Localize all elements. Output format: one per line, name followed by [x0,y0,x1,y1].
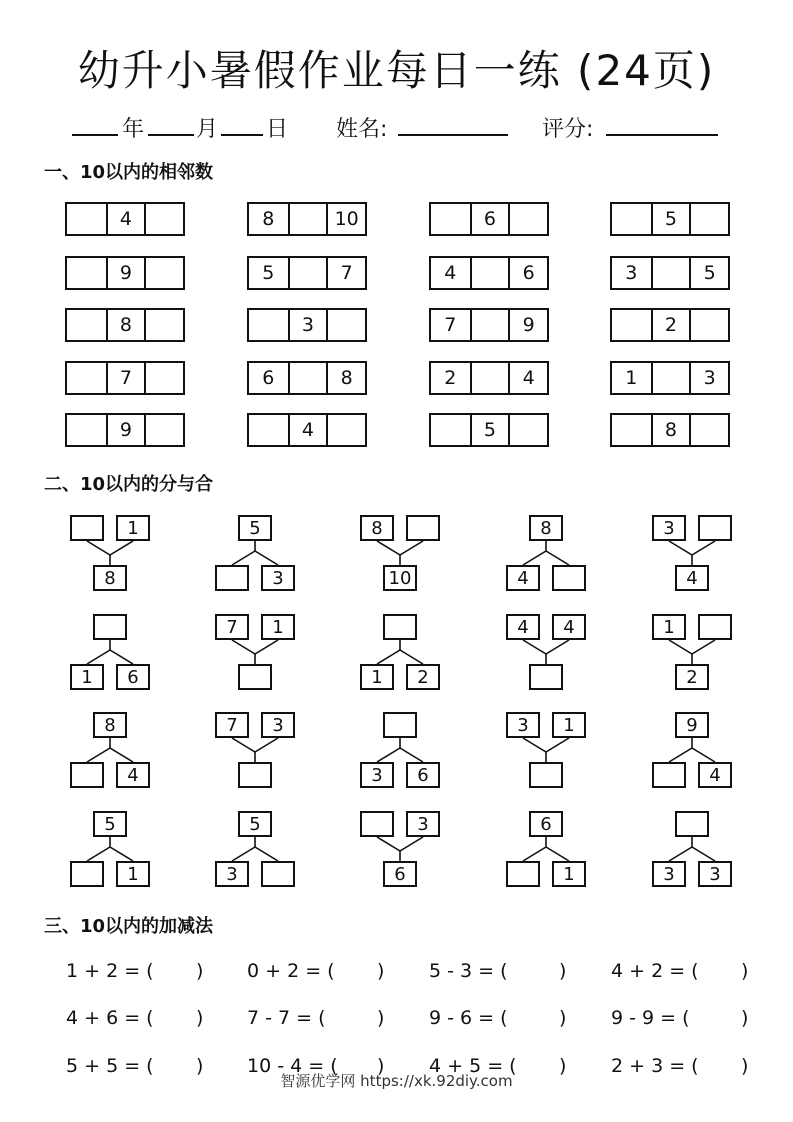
connector-line [255,738,278,752]
equation-close-paren: ) [377,1055,385,1077]
connector-line [546,551,569,565]
equation[interactable] [247,958,385,984]
number-box: 5 [238,811,272,837]
number-box: 1 [116,861,150,887]
number-cell: 2 [444,367,457,389]
connector-line [523,551,546,565]
number-box: 2 [406,664,440,690]
number-cell: 3 [689,363,728,393]
month-label: 月 [196,117,219,142]
equation-text: 0 + 2 = ( [247,960,335,982]
number-box: 1 [116,515,150,541]
number-cell: 2 [651,310,690,340]
number-box: 4 [698,762,732,788]
equation-close-paren: ) [559,1007,567,1029]
section-decomposition-title: 二、10以内的分与合 [44,474,214,495]
connector-line [400,748,423,762]
answer-box[interactable] [552,565,586,591]
footer-watermark: 智源优学网 https://xk.92diy.com [280,1072,513,1090]
equation-close-paren: ) [741,960,749,982]
equation[interactable] [247,1005,385,1031]
number-box: 3 [698,861,732,887]
number-cell: 8 [651,415,690,445]
equation-text: 4 + 6 = ( [66,1007,154,1029]
section-neighbors-title: 一、10以内的相邻数 [44,162,214,183]
answer-box[interactable] [383,614,417,640]
number-cell: 5 [689,258,728,288]
connector-line [87,650,110,664]
number-cell: 4 [288,415,327,445]
connector-line [255,551,278,565]
section-arithmetic-title: 三、10以内的加减法 [44,916,214,937]
number-box: 6 [116,664,150,690]
equation-text: 9 - 6 = ( [429,1007,508,1029]
connector-line [546,738,569,752]
answer-box[interactable] [698,614,732,640]
answer-box[interactable] [360,811,394,837]
number-box: 3 [406,811,440,837]
connector-line [400,650,423,664]
connector-line [377,748,400,762]
connector-line [87,541,110,555]
equation-text: 7 - 7 = ( [247,1007,326,1029]
connector-line [255,640,278,654]
number-cell: 9 [106,415,145,445]
answer-box[interactable] [70,515,104,541]
number-box: 3 [652,861,686,887]
number-cell: 6 [262,367,275,389]
number-cell: 1 [625,367,638,389]
number-box: 6 [383,861,417,887]
equation-close-paren: ) [741,1055,749,1077]
number-box: 6 [529,811,563,837]
number-box: 4 [116,762,150,788]
answer-box[interactable] [70,861,104,887]
number-box: 3 [360,762,394,788]
equation-close-paren: ) [741,1007,749,1029]
number-box: 7 [215,614,249,640]
answer-box[interactable] [238,762,272,788]
number-box: 8 [360,515,394,541]
number-cell: 7 [326,258,365,288]
connector-line [523,738,546,752]
number-box: 5 [238,515,272,541]
connector-line [110,847,133,861]
number-box: 4 [675,565,709,591]
equation-text: 2 + 3 = ( [611,1055,699,1077]
number-box: 3 [652,515,686,541]
number-box: 4 [552,614,586,640]
equation[interactable] [66,1005,204,1031]
answer-box[interactable] [529,664,563,690]
connector-line [523,847,546,861]
connector-line [400,541,423,555]
number-cell: 4 [106,204,145,234]
equation-text: 4 + 5 = ( [429,1055,517,1077]
number-cell: 5 [470,415,509,445]
answer-box[interactable] [93,614,127,640]
equation-close-paren: ) [559,960,567,982]
connector-line [669,541,692,555]
answer-box[interactable] [529,762,563,788]
number-cell: 10 [326,204,365,234]
equation-text: 5 + 5 = ( [66,1055,154,1077]
answer-box[interactable] [70,762,104,788]
connector-line [546,640,569,654]
page-title: 幼升小暑假作业每日一练 (24页) [77,46,716,95]
equation-text: 1 + 2 = ( [66,960,154,982]
answer-box[interactable] [261,861,295,887]
number-cell: 3 [288,310,327,340]
equation-close-paren: ) [377,960,385,982]
number-box: 1 [261,614,295,640]
number-cell: 3 [625,262,638,284]
number-box: 3 [215,861,249,887]
number-cell: 5 [262,262,275,284]
connector-line [110,541,133,555]
equation-text: 10 - 4 = ( [247,1055,338,1077]
number-cell: 8 [262,208,275,230]
equation-text: 4 + 2 = ( [611,960,699,982]
number-box: 3 [261,565,295,591]
connector-line [546,847,569,861]
year-label: 年 [122,117,145,142]
connector-line [523,640,546,654]
connector-line [87,847,110,861]
equation[interactable] [611,1005,749,1031]
connector-line [110,650,133,664]
answer-box[interactable] [652,762,686,788]
connector-line [232,640,255,654]
number-cell: 9 [508,310,547,340]
connector-line [669,748,692,762]
day-label: 日 [266,117,289,142]
number-box: 1 [652,614,686,640]
number-box: 1 [70,664,104,690]
connector-line [692,748,715,762]
number-box: 8 [529,515,563,541]
number-cell: 9 [106,258,145,288]
connector-line [377,541,400,555]
connector-line [110,748,133,762]
number-box: 3 [506,712,540,738]
equation[interactable] [429,958,567,984]
number-cell: 8 [326,363,365,393]
answer-box[interactable] [506,861,540,887]
number-box: 1 [552,712,586,738]
answer-box[interactable] [383,712,417,738]
number-cell: 6 [470,204,509,234]
number-box: 7 [215,712,249,738]
connector-line [377,650,400,664]
number-box: 1 [360,664,394,690]
number-box: 4 [506,565,540,591]
connector-line [232,551,255,565]
number-cell: 4 [508,363,547,393]
connector-line [87,748,110,762]
number-box: 5 [93,811,127,837]
number-box: 8 [93,565,127,591]
connector-line [232,738,255,752]
number-box: 10 [383,565,417,591]
name-label: 姓名: [336,117,388,142]
connector-line [232,847,255,861]
number-box: 8 [93,712,127,738]
number-cell: 7 [444,314,457,336]
connector-line [692,640,715,654]
number-cell: 8 [106,310,145,340]
connector-line [255,847,278,861]
equation-close-paren: ) [377,1007,385,1029]
connector-line [669,847,692,861]
equation-close-paren: ) [196,960,204,982]
number-box: 1 [552,861,586,887]
equation-close-paren: ) [559,1055,567,1077]
number-cell: 5 [651,204,690,234]
number-box: 9 [675,712,709,738]
connector-line [400,837,423,851]
score-label: 评分: [542,117,594,142]
number-cell: 7 [106,363,145,393]
number-box: 6 [406,762,440,788]
number-cell: 6 [508,258,547,288]
number-box: 3 [261,712,295,738]
answer-box[interactable] [215,565,249,591]
number-box: 2 [675,664,709,690]
connector-line [692,847,715,861]
equation-close-paren: ) [196,1007,204,1029]
answer-box[interactable] [238,664,272,690]
connector-line [669,640,692,654]
equation-text: 9 - 9 = ( [611,1007,690,1029]
equation[interactable] [429,1005,567,1031]
connector-line [692,541,715,555]
number-cell: 4 [444,262,457,284]
equation-text: 5 - 3 = ( [429,960,508,982]
answer-box[interactable] [406,515,440,541]
equation[interactable] [611,958,749,984]
answer-box[interactable] [675,811,709,837]
answer-box[interactable] [698,515,732,541]
equation-close-paren: ) [196,1055,204,1077]
number-box: 4 [506,614,540,640]
equation[interactable] [66,958,204,984]
connector-line [377,837,400,851]
